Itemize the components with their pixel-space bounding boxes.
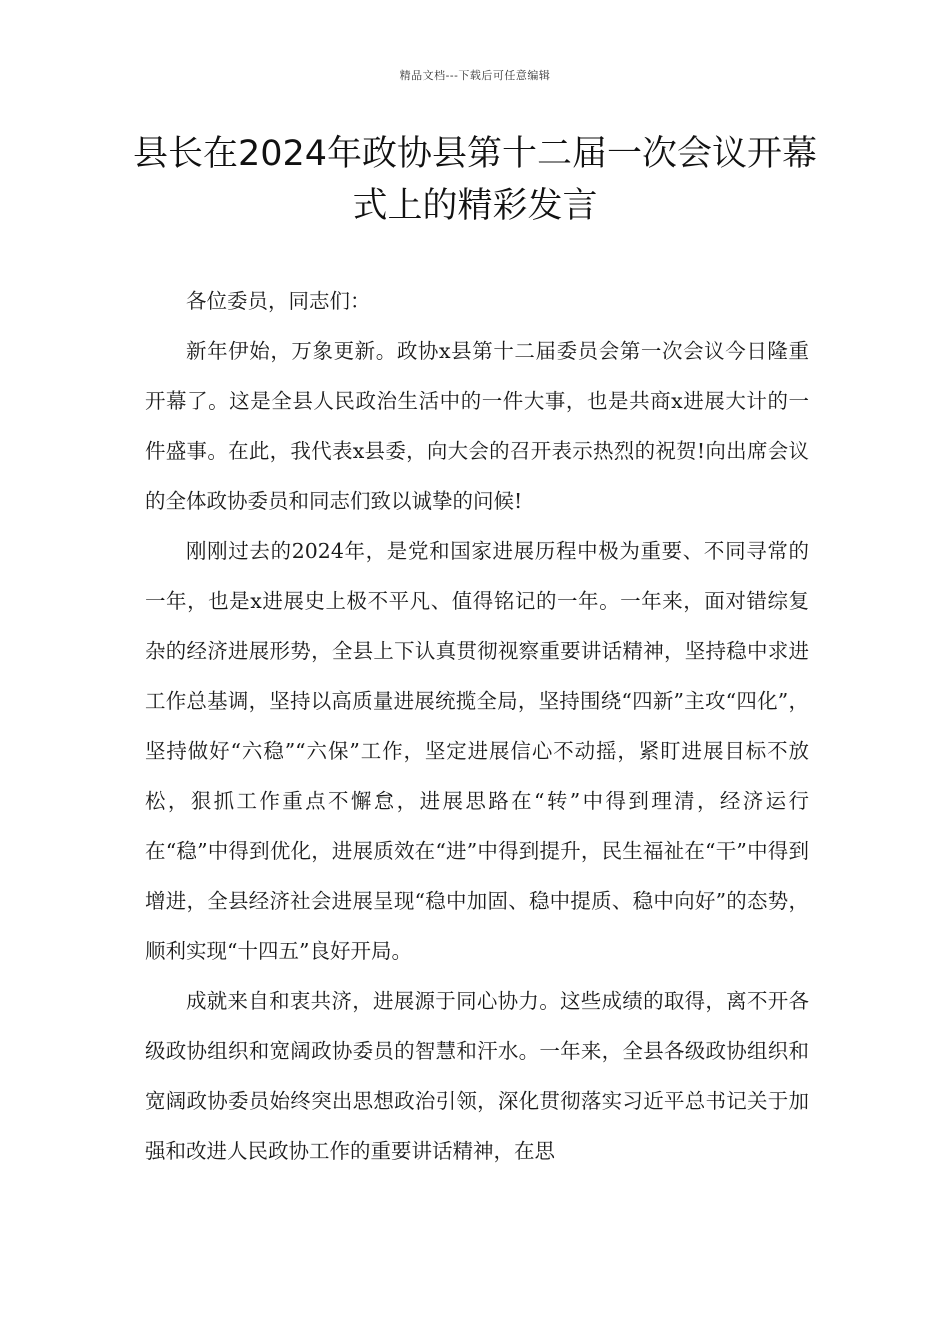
paragraph-1: 新年伊始，万象更新。政协x县第十二届委员会第一次会议今日隆重开幕了。这是全县人民政治生活中的一件大事，也是共商x进展大计的一件盛事。在此，我代表x县委，向大会的召开表示热烈的祝贺!向出席会议的全体政协委员和同志们致以诚挚的问候!	[145, 339, 809, 513]
salutation: 各位委员，同志们：	[186, 289, 371, 313]
paragraph-3: 成就来自和衷共济，进展源于同心协力。这些成绩的取得，离不开各级政协组织和宽阔政协委员的智慧和汗水。一年来，全县各级政协组织和宽阔政协委员始终突出思想政治引领，深化贯彻落实习近平总书记关于加强和改进人民政协工作的重要讲话精神，在思	[145, 989, 809, 1163]
header-note: 精品文档---下载后可任意编辑	[399, 69, 551, 82]
document-body	[145, 276, 809, 1176]
document-title: 县长在2024年政协县第十二届一次会议开幕式上的精彩发言	[132, 134, 818, 226]
paragraph-2: 刚刚过去的2024年，是党和国家进展历程中极为重要、不同寻常的一年，也是x进展史上极不平凡、值得铭记的一年。一年来，面对错综复杂的经济进展形势，全县上下认真贯彻视察重要讲话精神，坚持稳中求进工作总基调，坚持以高质量进展统揽全局，坚持围绕“四新”主攻“四化”，坚持做好“六稳”“六保”工作，坚定进展信心不动摇，紧盯进展目标不放松，狠抓工作重点不懈怠，进展思路在“转”中得到理清，经济运行在“稳”中得到优化，进展质效在“进”中得到提升，民生福祉在“干”中得到增进，全县经济社会进展呈现“稳中加固、稳中提质、稳中向好”的态势，顺利实现“十四五”良好开局。	[145, 539, 809, 963]
